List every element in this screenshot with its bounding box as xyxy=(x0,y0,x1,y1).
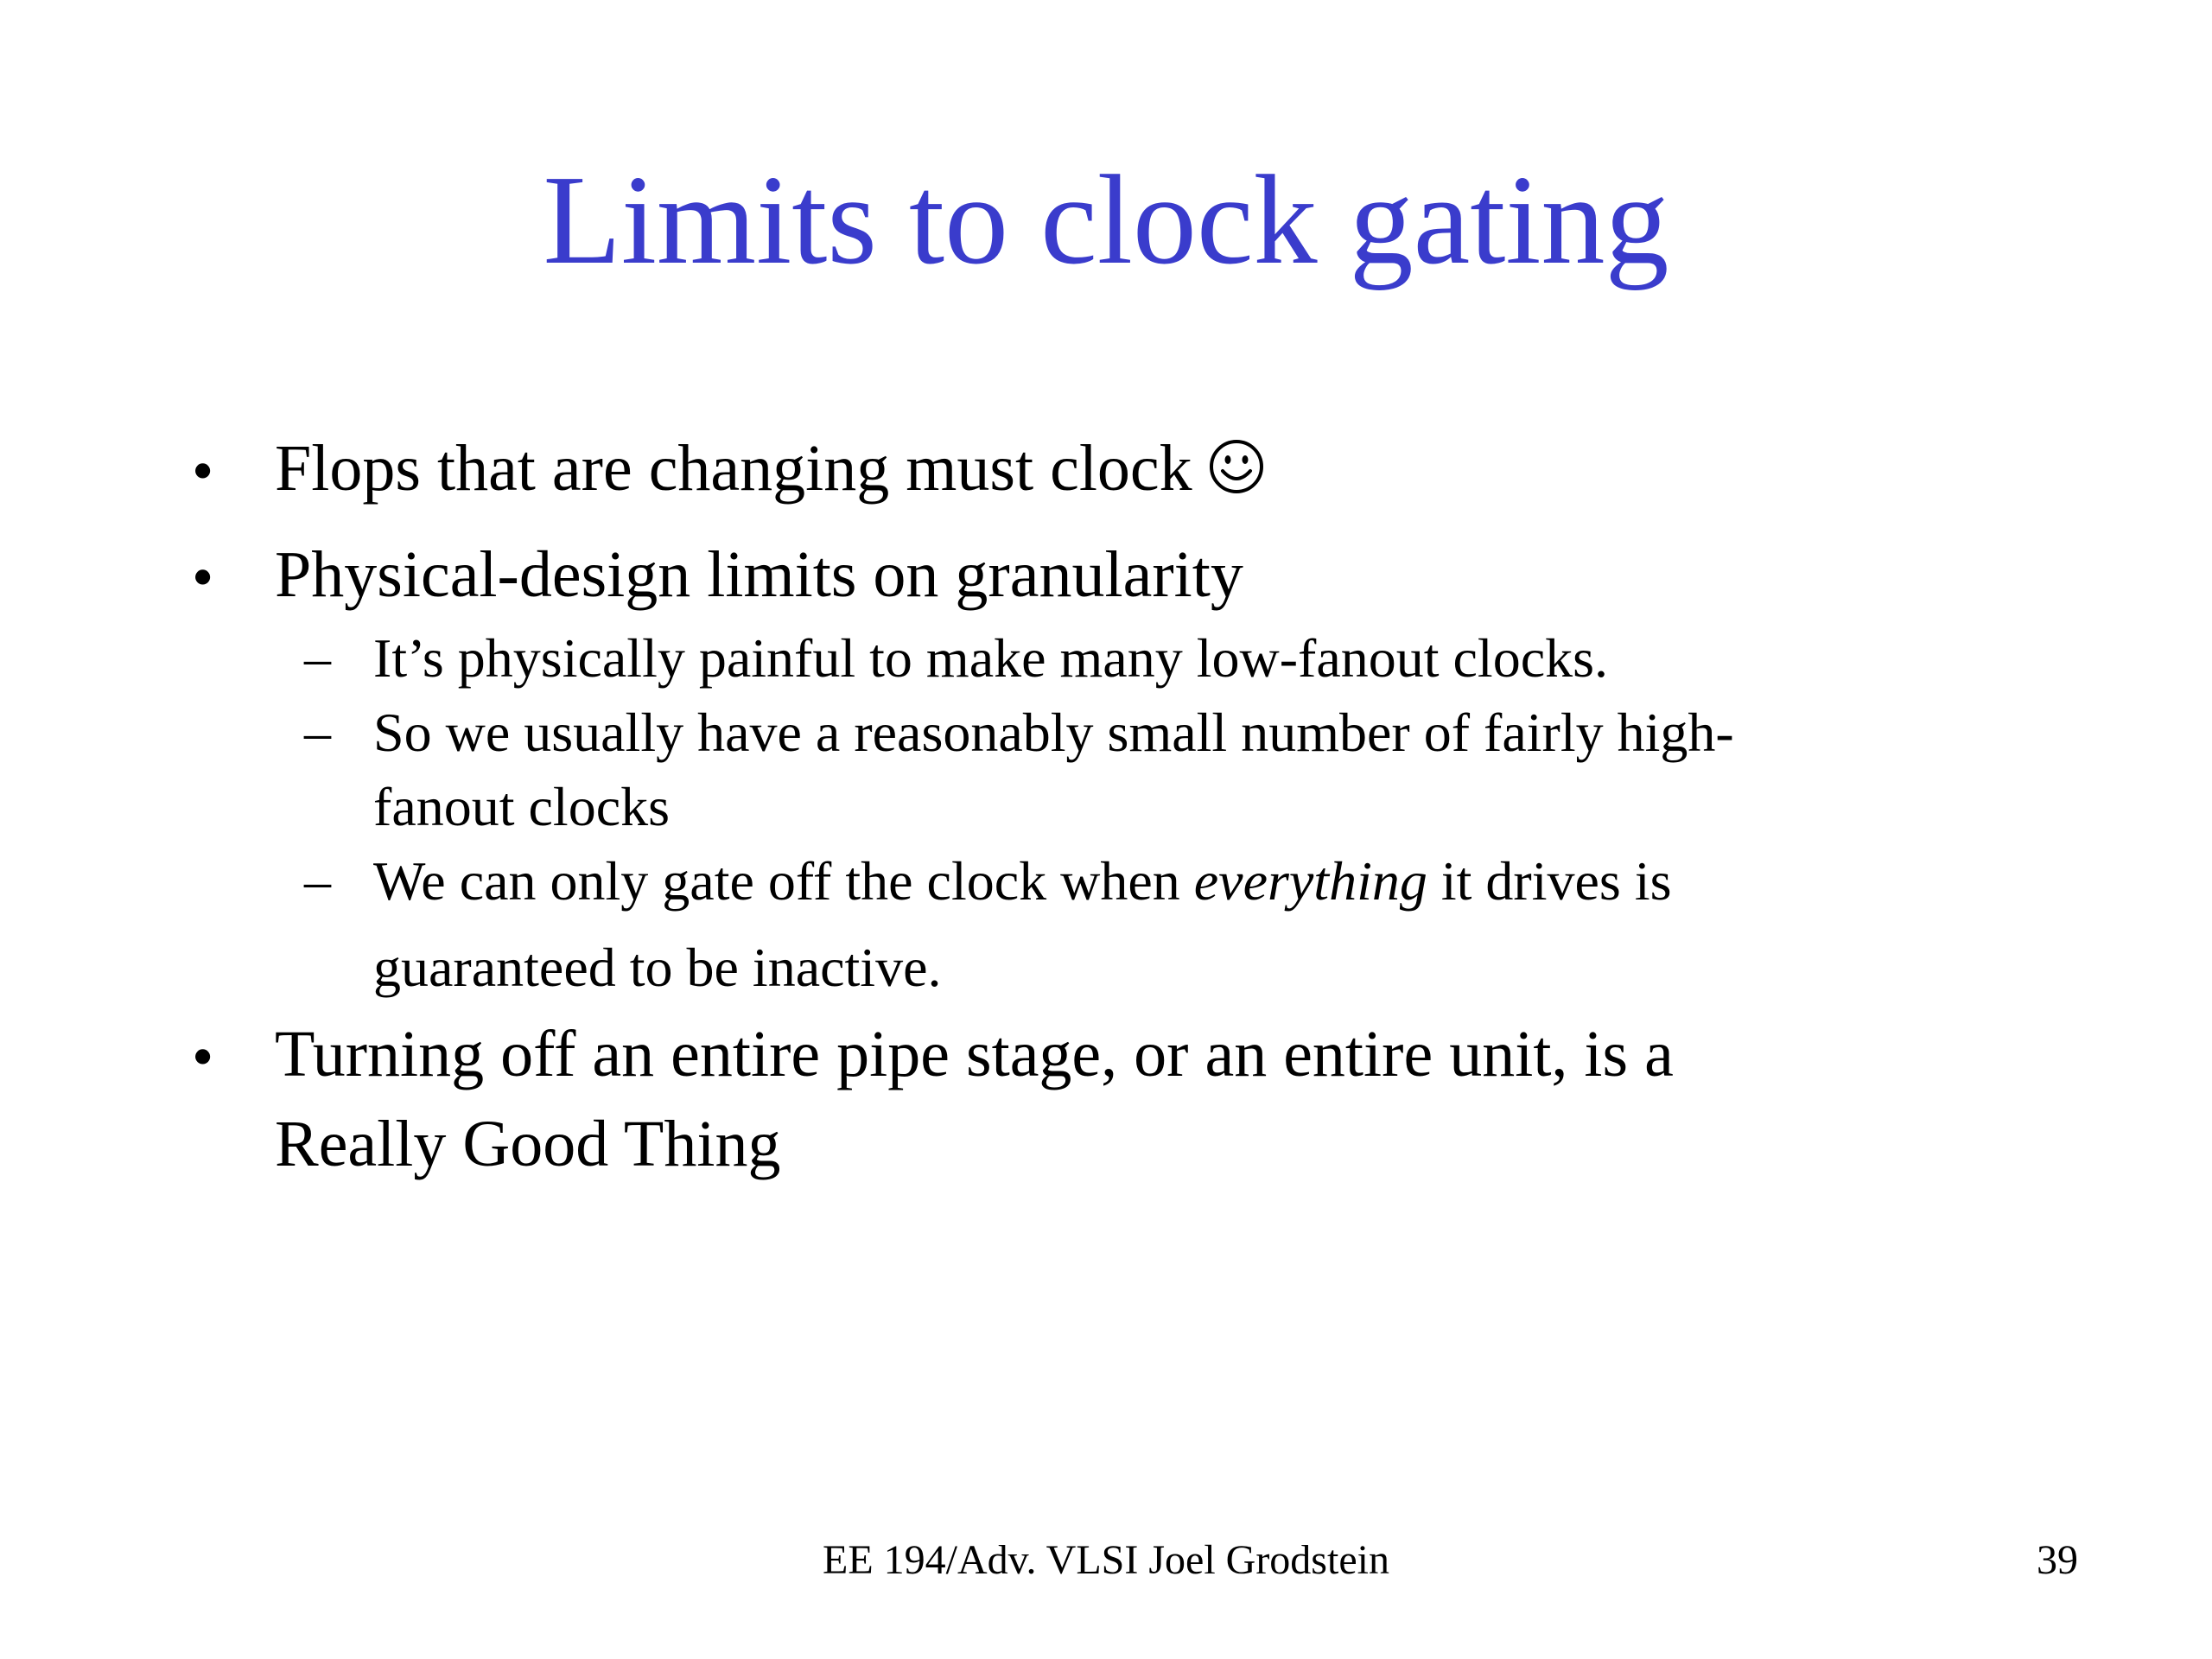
sub-item-3-text-before: We can only gate off the clock when xyxy=(373,850,1194,912)
smiley-face-icon xyxy=(1208,429,1265,486)
bullet-item-2: Physical-design limits on granularity xyxy=(275,538,1243,611)
bullet-item-3-line-1: Turning off an entire pipe stage, or an entire unit, is a xyxy=(275,1018,1674,1090)
slide-title: Limits to clock gating xyxy=(543,149,1669,291)
sub-item-3-line-1 xyxy=(373,845,1672,918)
page-number: 39 xyxy=(2037,1537,2078,1583)
dash-marker: – xyxy=(304,852,331,911)
sub-item-1-line-1: It’s physically painful to make many low-fanout clocks. xyxy=(373,627,1608,689)
sub-item-3-line-2: guaranteed to be inactive. xyxy=(373,937,942,998)
dash-marker: – xyxy=(304,629,331,688)
bullet-marker: • xyxy=(192,543,214,612)
bullet-item-1-text: Flops that are changing must clock xyxy=(275,432,1192,505)
sub-item-3-text-after: it drives is xyxy=(1427,850,1672,912)
bullet-marker: • xyxy=(192,1022,214,1091)
sub-item-2-line-2: fanout clocks xyxy=(373,776,670,837)
dash-marker: – xyxy=(304,703,331,762)
footer-text: EE 194/Adv. VLSI Joel Grodstein xyxy=(823,1537,1389,1583)
bullet-marker: • xyxy=(192,436,214,505)
bullet-item-1 xyxy=(275,423,1265,513)
sub-item-3-emphasis: everything xyxy=(1193,850,1427,912)
sub-item-2-line-1: So we usually have a reasonably small number of fairly high- xyxy=(373,702,1734,763)
bullet-item-3-line-2: Really Good Thing xyxy=(275,1108,781,1180)
